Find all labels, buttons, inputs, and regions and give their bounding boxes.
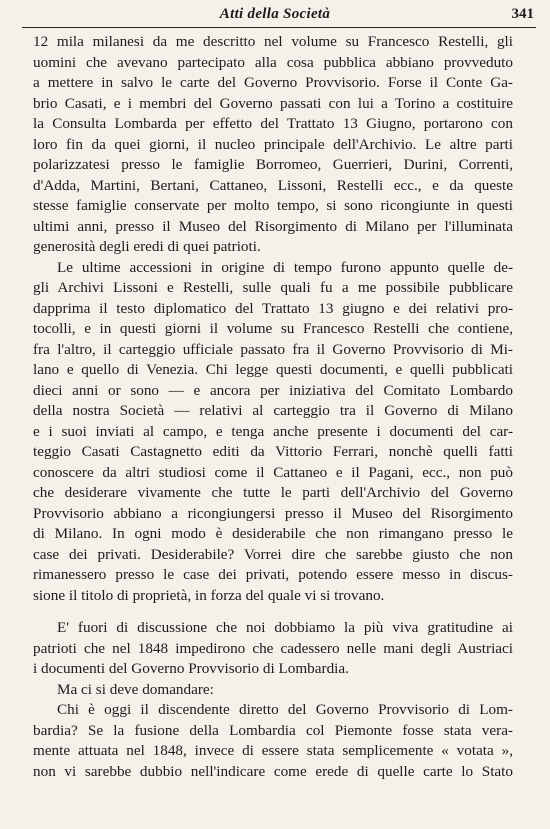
text-line: mente attuata nel 1848, invece di essere stata semplicemente « votata », bbox=[33, 742, 513, 759]
text-line: che desiderare vivamente che tutte le parti dell'Archivio del Governo bbox=[33, 484, 513, 501]
text-line: bardia? Se la fusione della Lombardia col Piemonte fosse stata vera- bbox=[33, 721, 513, 739]
text-line: gli Archivi Lissoni e Restelli, sulle quali fu a me possibile pubblicare bbox=[33, 279, 513, 296]
text-line: generosità degli eredi di quei patrioti. bbox=[33, 238, 261, 255]
text-line: la Consulta Lombarda per effetto del Trattato 13 Giugno, portarono con bbox=[33, 115, 513, 132]
text-line: sione il titolo di proprietà, in forza del quale vi si trovano. bbox=[33, 586, 385, 604]
text-line: 12 mila milanesi da me descritto nel volume su Francesco Restelli, gli bbox=[33, 33, 513, 50]
text-line: Ma ci si deve domandare: bbox=[57, 680, 214, 698]
page-number: 341 bbox=[511, 6, 534, 22]
text-line: fra l'altro, il carteggio ufficiale passato fra il Governo Provvisorio di Mi- bbox=[33, 340, 513, 358]
text-line: case dei privati. Desiderabile? Vorrei dire che sarebbe giusto che non bbox=[33, 545, 513, 563]
text-line: tocolli, e in questi giorni il volume su Francesco Restelli che contiene, bbox=[33, 320, 513, 337]
text-line: d'Adda, Martini, Bertani, Cattaneo, Lissoni, Restelli ecc., e da queste bbox=[33, 176, 513, 194]
text-line: polarizzatesi presso le famiglie Borromeo, Guerrieri, Durini, Correnti, bbox=[33, 156, 513, 173]
text-line: rimanessero presso le case dei privati, potendo essere messo in discus- bbox=[33, 566, 513, 583]
text-line: patrioti che nel 1848 impedirono che cadessero nelle mani degli Austriaci bbox=[33, 639, 513, 657]
text-line: Provvisorio abbiano a ricongiungersi presso il Museo del Risorgimento bbox=[33, 504, 513, 522]
text-line: E' fuori di discussione che noi dobbiamo la più viva gratitudine ai bbox=[57, 619, 513, 636]
header-title: Atti della Società bbox=[219, 6, 331, 22]
text-line: della nostra Società — relativi al carteggio tra il Governo di Milano bbox=[33, 402, 513, 419]
text-line: dapprima il testo diplomatico del Trattato 13 giugno e dei relativi pro- bbox=[33, 299, 513, 317]
text-line: non vi sarebbe dubbio nell'indicare come erede di quelle carte lo Stato bbox=[33, 762, 513, 780]
text-line: i documenti del Governo Provvisorio di Lombardia. bbox=[33, 660, 349, 677]
text-line: a mettere in salvo le carte del Governo Provvisorio. Forse il Conte Ga- bbox=[33, 74, 513, 91]
text-line: dieci anni or sono — e ancora per iniziativa del Comitato Lombardo bbox=[33, 381, 513, 399]
text-line: loro fin da quei giorni, il nucleo principale dell'Archivio. Le altre parti bbox=[33, 135, 513, 153]
text-line: lano e quello di Venezia. Chi legge questi documenti, e quelli pubblicati bbox=[33, 361, 513, 378]
text-line: brio Casati, e i membri del Governo passati con lui a Torino a costituire bbox=[33, 94, 513, 112]
text-line: teggio Casati Castagnetto editi da Vittorio Ferrari, nonchè quelli fatti bbox=[33, 443, 513, 460]
text-line: conoscere da altri studiosi come il Cattaneo e il Pagani, ecc., non può bbox=[33, 463, 513, 481]
text-line: Chi è oggi il discendente diretto del Governo Provvisorio di Lom- bbox=[57, 701, 513, 718]
text-line: stesse famiglie conservate per molto tempo, si sono ricongiunte in questi bbox=[33, 197, 513, 214]
text-line: e i suoi inviati al campo, e tenga anche presente i documenti del car- bbox=[33, 422, 513, 440]
text-line: uomini che avevano partecipato alla cosa pubblica abbiano provveduto bbox=[33, 53, 513, 71]
text-line: Le ultime accessioni in origine di tempo furono appunto quelle de- bbox=[57, 258, 513, 276]
text-line: di Milano. In ogni modo è desiderabile che non rimangano presso le bbox=[33, 525, 513, 542]
text-line: ultimi anni, presso il Museo del Risorgimento di Milano per l'illuminata bbox=[33, 217, 513, 235]
